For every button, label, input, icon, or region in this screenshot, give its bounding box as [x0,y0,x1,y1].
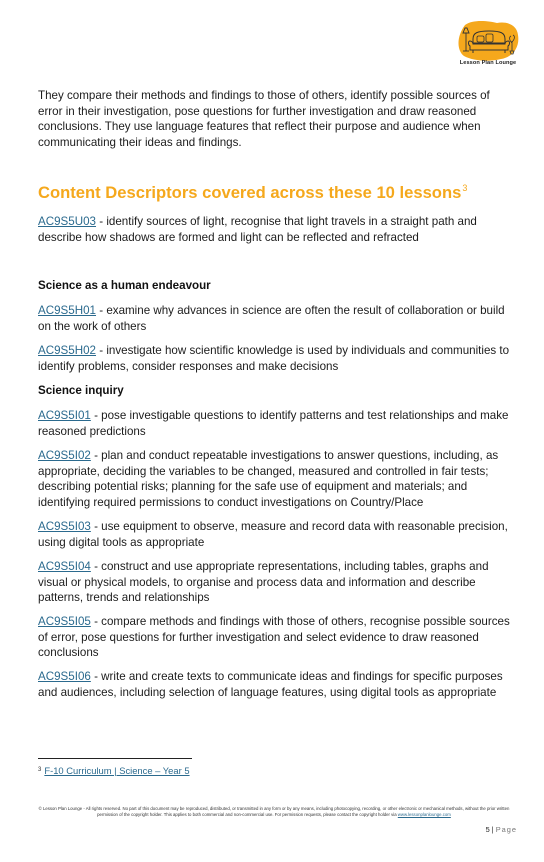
descriptor-code-link[interactable]: AC9S5I02 [38,449,91,462]
descriptor-item [38,343,520,374]
page-number-value: 5 [485,825,490,834]
descriptor-code-link[interactable]: AC9S5U03 [38,215,97,228]
descriptor-item [38,614,520,661]
descriptor-text: - use equipment to observe, measure and record data with reasonable precision, using digital tools as appropriate [38,520,508,549]
descriptor-item [38,519,520,550]
descriptor-code-link[interactable]: AC9S5I01 [38,409,91,422]
sofa-logo-icon [455,19,521,63]
footnote-number: 3 [38,767,42,773]
page-number-separator: | [491,825,494,834]
footnote [38,765,190,776]
heading-footnote-ref[interactable]: 3 [462,183,468,193]
descriptor-text: - construct and use appropriate representations, including tables, graphs and visual or physical models, to organise and process data and information and describe patterns, trends and relationships [38,560,489,605]
descriptor-text: - examine why advances in science are often the result of collaboration or build on the work of others [38,304,505,333]
descriptor-text: - plan and conduct repeatable investigations to answer questions, including, as appropriate, deciding the variables to be changed, measured and controlled in fair tests; describing potential risks; planning for the safe use of equipment and materials; and identifying required permissions to conduct investigations on Country/Place [38,449,499,510]
website-link[interactable]: www.lessonplanlounge.com [397,812,451,818]
descriptor-item [38,559,520,606]
section-heading-human-endeavour: Science as a human endeavour [38,279,211,292]
descriptor-item [38,303,520,334]
descriptor-item [38,214,520,245]
content-descriptors-heading [38,183,518,203]
footnote-separator [38,758,192,759]
section-heading-science-inquiry: Science inquiry [38,384,124,397]
logo-text: Lesson Plan Lounge [459,60,517,66]
descriptor-code-link[interactable]: AC9S5I03 [38,520,91,533]
page-number-word: Page [495,825,517,834]
descriptor-text: - compare methods and findings with those of others, recognise possible sources of error, pose questions for further investigation and select evidence to draw reasoned conclusions [38,615,510,660]
descriptor-code-link[interactable]: AC9S5H02 [38,344,97,357]
descriptor-code-link[interactable]: AC9S5H01 [38,304,97,317]
descriptor-text: - identify sources of light, recognise that light travels in a straight path and describe how shadows are formed and light can be reflected and refracted [38,215,477,244]
intro-paragraph: They compare their methods and findings to those of others, identify possible sources of error in their investigation, pose questions for further investigation and draw reasoned conclusions. They use language features that reflect their purpose and audience when communicating their ideas and findings. [38,89,490,150]
copyright-notice [34,806,514,819]
descriptor-text: - pose investigable questions to identify patterns and test relationships and make reasoned predictions [38,409,509,438]
descriptor-code-link[interactable]: AC9S5I04 [38,560,91,573]
descriptor-text: - investigate how scientific knowledge is used by individuals and communities to identify problems, consider responses and make decisions [38,344,510,373]
footnote-link[interactable]: F-10 Curriculum | Science – Year 5 [44,765,190,776]
descriptor-item [38,448,520,511]
descriptor-text: - write and create texts to communicate ideas and findings for specific purposes and audiences, including selection of language features, using digital tools as appropriate [38,670,503,699]
heading-text: Content Descriptors covered across these 10 lessons [38,183,462,202]
descriptor-item [38,408,520,439]
descriptor-code-link[interactable]: AC9S5I06 [38,670,91,683]
descriptor-item [38,669,520,700]
descriptor-code-link[interactable]: AC9S5I05 [38,615,91,628]
copyright-text: © Lesson Plan Lounge - All rights reserved. No part of this document may be reproduced, distributed, or transmitted in any form or by any means, including photocopying, recording, or other electronic or mechanical methods, without the prior written permission of the copyright holder. This applies to both commercial and non-commercial use. For permission requests, please contact the copyright holder via [38,806,510,818]
page-number [486,825,517,834]
